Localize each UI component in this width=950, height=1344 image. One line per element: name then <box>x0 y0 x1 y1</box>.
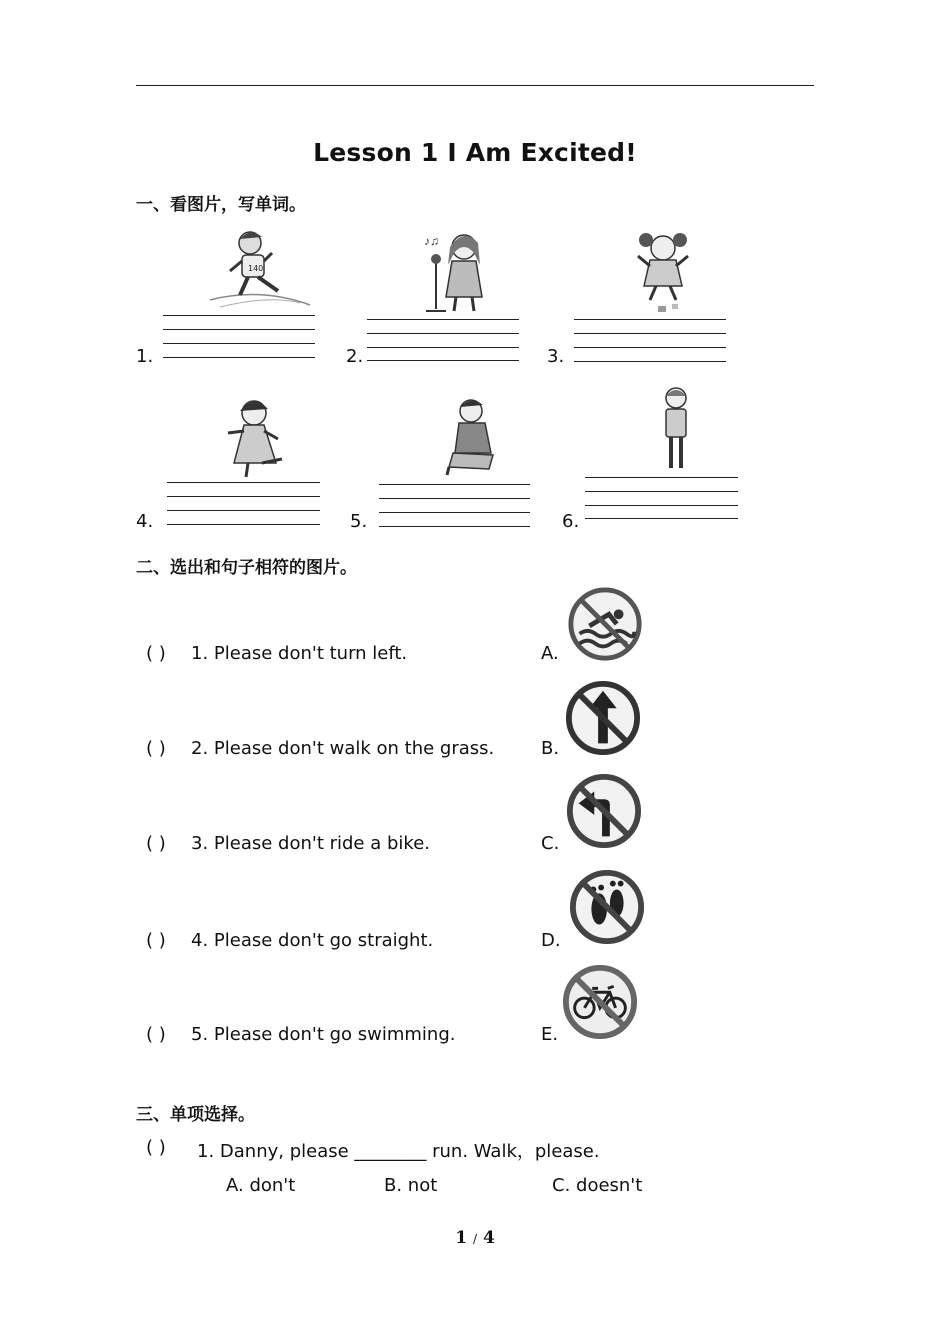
answer-line <box>167 496 320 497</box>
answer-blank[interactable]: ( ) <box>146 1137 166 1158</box>
sentence-4: 4. Please don't go straight. <box>191 930 434 951</box>
answer-line <box>167 524 320 525</box>
jumping-girl-picture <box>598 228 728 318</box>
answer-blank[interactable]: ( ) <box>146 643 166 664</box>
item-number: 6. <box>562 511 580 532</box>
page-number <box>0 1228 950 1248</box>
sentence-2: 2. Please don't walk on the grass. <box>191 738 495 759</box>
item-number: 5. <box>350 511 368 532</box>
item-4 <box>136 511 153 532</box>
answer-blank[interactable]: ( ) <box>146 1024 166 1045</box>
sitting-boy-picture <box>405 393 535 483</box>
section-1-heading: 一、看图片，写单词。 <box>136 195 306 215</box>
answer-blank[interactable]: ( ) <box>146 738 166 759</box>
no-straight-sign-icon <box>564 679 642 757</box>
singing-girl-picture <box>404 225 534 315</box>
answer-line <box>163 343 315 344</box>
option-e-label: E. <box>541 1024 559 1045</box>
answer-blank[interactable]: ( ) <box>146 930 166 951</box>
current-page: 1 <box>455 1228 468 1248</box>
choice-b[interactable]: B. not <box>384 1175 438 1196</box>
answer-line <box>367 319 519 320</box>
answer-blank[interactable]: ( ) <box>146 833 166 854</box>
dancing-girl-picture <box>192 393 322 483</box>
answer-line <box>163 315 315 316</box>
no-walking-sign-icon <box>568 868 646 946</box>
sentence-3: 3. Please don't ride a bike. <box>191 833 430 854</box>
option-d-label: D. <box>541 930 561 951</box>
answer-line <box>167 482 320 483</box>
answer-line <box>379 484 530 485</box>
no-swimming-sign-icon <box>566 585 644 663</box>
item-6 <box>562 511 579 532</box>
item-3 <box>547 346 564 367</box>
section-3-heading: 三、单项选择。 <box>136 1105 255 1125</box>
answer-line <box>379 498 530 499</box>
option-c-label: C. <box>541 833 560 854</box>
choice-a[interactable]: A. don't <box>226 1175 296 1196</box>
answer-line <box>585 477 738 478</box>
no-bike-sign-icon <box>561 963 639 1041</box>
answer-line <box>367 347 519 348</box>
answer-line <box>574 347 726 348</box>
answer-line <box>585 505 738 506</box>
page-title: Lesson 1 I Am Excited! <box>313 138 637 167</box>
item-1 <box>136 346 153 367</box>
answer-line <box>163 329 315 330</box>
answer-line <box>574 333 726 334</box>
item-number: 3. <box>547 346 565 367</box>
answer-line <box>367 360 519 361</box>
header-rule <box>136 85 814 86</box>
item-2 <box>346 346 363 367</box>
standing-kid-picture <box>610 384 740 474</box>
answer-line <box>379 526 530 527</box>
item-number: 1. <box>136 346 154 367</box>
answer-line <box>367 333 519 334</box>
option-a-label: A. <box>541 643 559 664</box>
question-1: 1. Danny, please ________ run. Walk，please. <box>197 1141 600 1162</box>
answer-line <box>167 510 320 511</box>
answer-line <box>574 361 726 362</box>
total-pages: 4 <box>482 1228 495 1248</box>
svg-text:♪♫: ♪♫ <box>424 234 439 248</box>
answer-line <box>163 357 315 358</box>
item-number: 2. <box>346 346 364 367</box>
item-5 <box>350 511 367 532</box>
page-separator: / <box>472 1232 478 1246</box>
answer-line <box>574 319 726 320</box>
running-kid-picture <box>200 225 330 315</box>
answer-line <box>379 512 530 513</box>
answer-line <box>585 518 738 519</box>
choice-c[interactable]: C. doesn't <box>552 1175 643 1196</box>
sentence-1: 1. Please don't turn left. <box>191 643 408 664</box>
svg-text:140: 140 <box>248 264 264 273</box>
answer-line <box>585 491 738 492</box>
sentence-5: 5. Please don't go swimming. <box>191 1024 456 1045</box>
item-number: 4. <box>136 511 154 532</box>
no-left-turn-sign-icon <box>565 772 643 850</box>
section-2-heading: 二、选出和句子相符的图片。 <box>136 558 357 578</box>
option-b-label: B. <box>541 738 560 759</box>
